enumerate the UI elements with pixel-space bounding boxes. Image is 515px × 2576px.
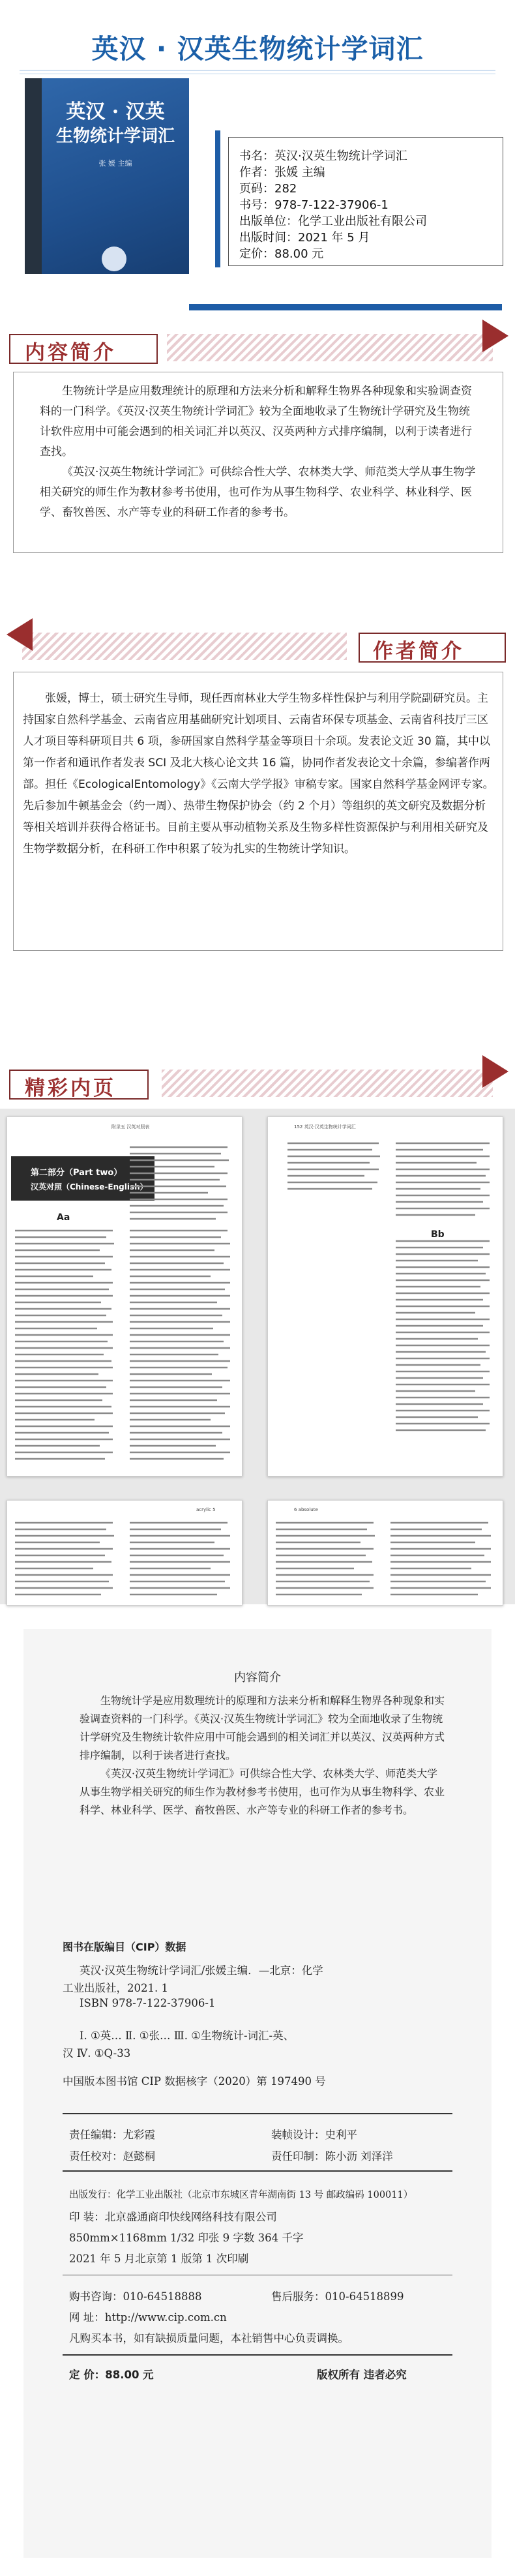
divider [63,2113,452,2114]
book-info-box [228,137,503,266]
preview-page-2 [267,1116,503,1476]
cp-intro-paragraph-1: 生物统计学是应用数理统计的原理和方法来分析和解释生物界各种现象和实验调查资料的一门科学。《英汉·汉英生物统计学词汇》较为全面地收录了生物统计学研究及生物统计软件应用中可能会遇到的相关词汇并以英汉、汉英两种方式排序编制，以利于读者进行查找。 [80,1694,445,1761]
info-price: 定价：88.00 元 [239,247,324,261]
preview-heading-stripes [162,1070,493,1097]
triangle-decoration-icon [7,618,33,651]
intro-paragraph-2: 《英汉·汉英生物统计学词汇》可供综合性大学、农林类大学、师范类大学从事生物学相关研究的师生作为教材参考书使用，也可作为从事生物科学、农业科学、林业科学、医学、畜牧兽医、水产等专业的科研工作者的参考书。 [40,466,476,519]
cp-return-note: 凡购买本书，如有缺损质量问题，本社销售中心负责调换。 [69,2332,349,2344]
preview-page-header: 152 英汉·汉英生物统计学词汇 [294,1124,356,1130]
divider [63,2354,452,2356]
preview-text-lines [287,1139,496,1465]
preview-letter: Aa [57,1212,70,1223]
triangle-decoration-icon [482,320,508,352]
preview-page-1 [7,1116,243,1476]
publisher-logo-icon [102,247,126,271]
preview-text-lines [15,1519,234,1604]
cp-price: 定 价：88.00 元 [69,2369,154,2381]
cp-cip-title: 图书在版编目（CIP）数据 [63,1941,186,1953]
book-spine [25,78,42,274]
cp-intro-paragraph-2: 《英汉·汉英生物统计学词汇》可供综合性大学、农林类大学、师范类大学从事生物学相关研究的师生作为教材参考书使用，也可作为从事生物科学、农业科学、林业科学、医学、畜牧兽医、水产等专业的科研工作者的参考书。 [80,1767,445,1816]
cp-proofreader: 责任校对：赵懿桐 [69,2150,155,2163]
preview-page-header: 附录五 汉英对照表 [111,1124,150,1130]
divider [63,2170,452,2172]
preview-heading: 精彩内页 [25,1077,116,1100]
author-heading: 作者简介 [373,640,464,663]
cp-printing-manager: 责任印制：陈小沥 刘泽洋 [271,2150,393,2163]
cp-designer: 装帧设计：史利平 [271,2129,357,2141]
cp-cip-line: 工业出版社，2021. 1 [63,1982,168,1994]
cover-author: 张 媛 主编 [98,159,132,168]
author-paragraph: 张媛，博士，硕士研究生导师，现任西南林业大学生物多样性保护与利用学院副研究员。主持国家自然科学基金、云南省应用基础研究计划项目、云南省环保专项基金、云南省科技厅三区人才项目等科研项目共 6 项，参研国家自然科学基金等项目十余项。发表论文近 30 篇，其中以第一作者和通讯作者发表 SCI 及北大核心论文共 16 篇，协同作者发表论文十余篇，参编著作两部。担任《EcologicalEntomology》《云南大学学报》审稿专家。国家自然科学基金网评专家。先后参加牛顿基金会（约一周）、热带生物保护协会（约 2 个月）等组织的英文研究及数据分析等相关培训并获得合格证书。目前主要从事动植物关系及生物多样性资源保护与利用相关研究及生物学数据分析，在科研工作中积累了较为扎实的生物统计学知识。 [23,692,494,856]
cp-cip-line: 英汉·汉英生物统计学词汇/张媛主编．—北京：化学 [80,1964,323,1977]
info-date: 出版时间：2021 年 5 月 [239,231,370,245]
cp-publisher: 出版发行：化学工业出版社（北京市东城区青年湖南街 13 号 邮政编码 100011） [69,2190,413,2200]
band-title: 第二部分（Part two） [31,1168,123,1178]
preview-text-lines-top [130,1143,234,1225]
copyright-page [13,1617,502,2569]
preview-page-header: 6 absolute [294,1507,318,1512]
cover-title-line2: 生物统计学词汇 [55,127,175,146]
cp-service-phone: 售后服务：010-64518899 [271,2290,404,2303]
book-cover-image [25,78,189,274]
intro-heading: 内容简介 [25,341,116,365]
preview-heading-box [9,1070,149,1100]
preview-page-header: acrylic 5 [196,1507,216,1512]
copyright-page-inner [23,1629,492,2558]
intro-heading-box [9,334,158,364]
cp-sales-phone: 购书咨询：010-64518888 [69,2290,202,2303]
cp-printer: 印 装：北京盛通商印快线网络科技有限公司 [69,2211,277,2223]
author-panel [13,672,503,951]
cover-title-line1: 英汉 · 汉英 [66,100,165,123]
info-bottom-bar [189,304,502,310]
cp-edition: 2021 年 5 月北京第 1 版第 1 次印刷 [69,2253,249,2265]
intro-heading-stripes [167,334,493,361]
info-isbn: 书号：978-7-122-37906-1 [239,198,389,212]
cp-format: 850mm×1168mm 1/32 印张 9 字数 364 千字 [69,2232,304,2244]
author-heading-stripes [22,633,347,660]
cp-cip-line: ISBN 978-7-122-37906-1 [80,1997,216,2009]
book-front [42,78,189,274]
cp-intro-title: 内容简介 [234,1671,281,1685]
info-publisher: 出版单位：化学工业出版社有限公司 [239,215,427,228]
preview-page-4 [267,1500,503,1606]
intro-paragraph-1: 生物统计学是应用数理统计的原理和方法来分析和解释生物界各种现象和实验调查资料的一门科学。《英汉·汉英生物统计学词汇》较为全面地收录了生物统计学研究及生物统计软件应用中可能会遇到的相关词汇并以英汉、汉英两种方式排序编制，以利于读者进行查找。 [40,385,472,458]
cp-editor: 责任编辑：尤彩霞 [69,2129,155,2141]
preview-text-lines [276,1519,495,1604]
cp-cip-line: Ⅰ. ①英… Ⅱ. ①张… Ⅲ. ①生物统计-词汇-英、 [80,2029,295,2042]
page-title: 英汉 · 汉英生物统计学词汇 [91,33,424,65]
band-subtitle: 汉英对照（Chinese-English） [31,1182,148,1191]
info-accent-bar [215,130,220,267]
cp-cip-number: 中国版本图书馆 CIP 数据核字（2020）第 197490 号 [63,2075,326,2088]
info-title: 书名：英汉·汉英生物统计学词汇 [239,149,407,163]
triangle-decoration-icon [482,1055,508,1088]
cp-website: 网 址：http://www.cip.com.cn [69,2311,227,2324]
intro-panel [13,372,503,553]
info-author: 作者：张媛 主编 [239,166,325,179]
info-pages: 页码：282 [239,182,297,196]
cp-cip-line: 汉 Ⅳ. ①Q-33 [63,2047,131,2059]
preview-letter: Bb [431,1229,445,1240]
cp-rights-notice: 版权所有 违者必究 [317,2369,407,2381]
preview-text-lines [15,1227,234,1468]
author-heading-box [359,633,506,663]
preview-page-3 [7,1500,243,1606]
title-decoration [0,65,515,78]
